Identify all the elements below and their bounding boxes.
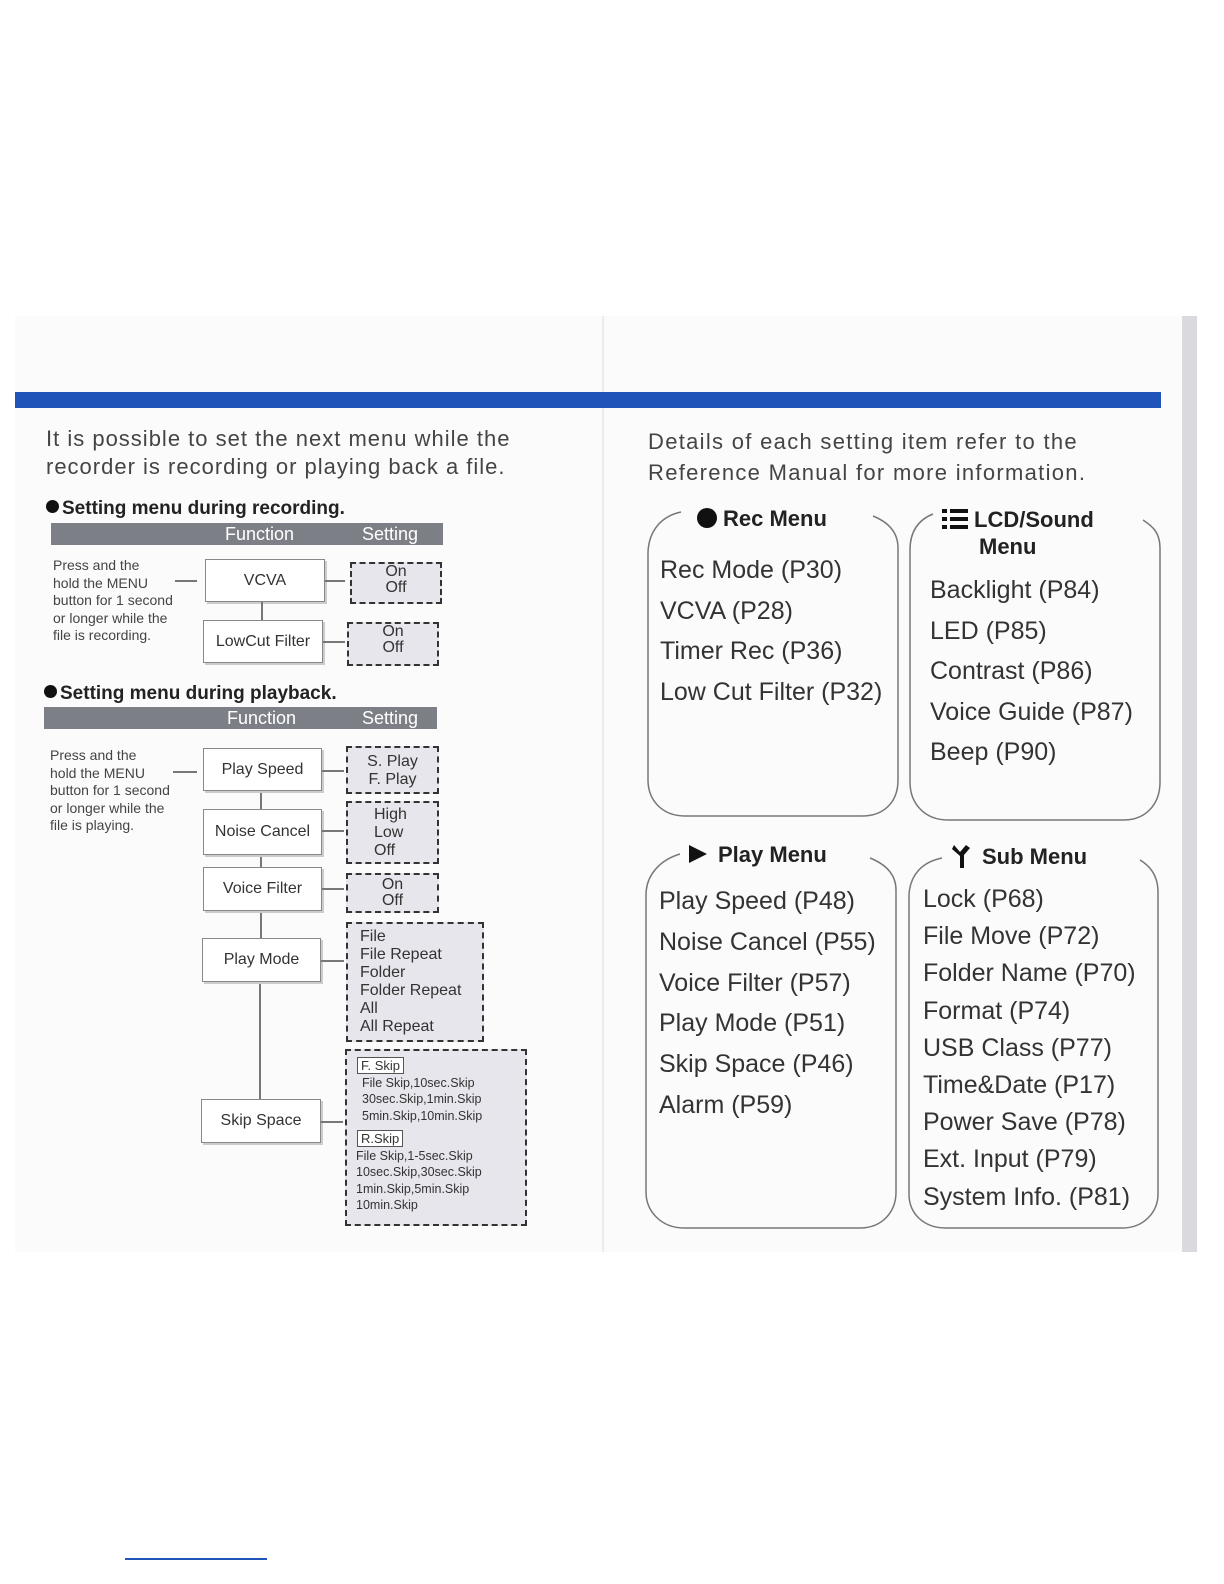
list-item: Time&Date (P17)	[923, 1071, 1116, 1100]
left-intro-line: recorder is recording or playing back a file.	[46, 454, 506, 479]
playback-section-title: Setting menu during playback.	[44, 683, 337, 705]
setting-header: Setting	[362, 708, 419, 728]
list-item: System Info. (P81)	[923, 1182, 1131, 1211]
list-item: USB Class (P77)	[923, 1033, 1112, 1062]
lcd-menu-title: LCD/Sound Menu	[942, 506, 1094, 560]
play-menu-title: Play Menu	[688, 842, 827, 868]
sub-menu-list	[923, 881, 1136, 1216]
list-item: Noise Cancel (P55)	[659, 927, 876, 956]
function-header: Function	[225, 524, 295, 544]
function-voice-filter: Voice Filter	[203, 867, 322, 911]
right-intro-line: Details of each setting item refer to the	[648, 429, 1078, 454]
function-vcva: VCVA	[205, 559, 325, 602]
list-item: Power Save (P78)	[923, 1108, 1126, 1137]
list-item: File Move (P72)	[923, 922, 1100, 951]
function-skip-space: Skip Space	[201, 1099, 321, 1143]
list-item: Voice Guide (P87)	[930, 697, 1133, 726]
footnote-rule	[125, 1558, 267, 1560]
list-item: Voice Filter (P57)	[659, 968, 851, 997]
function-header: Function	[227, 708, 297, 728]
function-noise-cancel: Noise Cancel	[203, 809, 322, 855]
list-item: Play Mode (P51)	[659, 1009, 846, 1038]
function-play-speed: Play Speed	[203, 748, 322, 791]
fskip-tag: F. Skip	[357, 1057, 404, 1074]
list-item: Lock (P68)	[923, 885, 1044, 913]
list-item: Ext. Input (P79)	[923, 1145, 1097, 1174]
rskip-tag: R.Skip	[357, 1130, 403, 1147]
list-icon	[942, 508, 968, 530]
setting-vcva: On Off	[350, 562, 442, 604]
wrench-icon	[952, 842, 974, 870]
left-intro-line: It is possible to set the next menu while the	[46, 426, 511, 451]
setting-play-mode: File File Repeat Folder Folder Repeat All All Repeat	[346, 922, 484, 1042]
lcd-menu-list	[930, 570, 1133, 773]
list-item: Folder Name (P70)	[923, 959, 1136, 988]
setting-skip-space: F. Skip File Skip,10sec.Skip 30sec.Skip,1min.Skip 5min.Skip,10min.Skip R.Skip File Skip,1-5sec.Skip 10sec.Skip,30sec.Skip 1min.Skip,5min.Skip 10min.Skip	[345, 1049, 527, 1226]
record-dot-icon	[697, 508, 717, 528]
rec-menu-list	[660, 550, 882, 712]
right-intro-line: Reference Manual for more information.	[648, 460, 1087, 485]
setting-header: Setting	[362, 524, 419, 544]
play-menu-list	[659, 881, 876, 1126]
setting-voice-filter: On Off	[346, 873, 439, 913]
list-item: Timer Rec (P36)	[660, 637, 843, 665]
list-item: Format (P74)	[923, 996, 1071, 1025]
list-item: Rec Mode (P30)	[660, 556, 843, 584]
list-item: Skip Space (P46)	[659, 1050, 854, 1079]
function-lowcut-filter: LowCut Filter	[203, 620, 323, 663]
list-item: Alarm (P59)	[659, 1090, 793, 1119]
rec-menu-title: Rec Menu	[697, 506, 827, 532]
list-item: VCVA (P28)	[660, 596, 793, 625]
play-triangle-icon	[688, 844, 708, 864]
list-item: Backlight (P84)	[930, 576, 1100, 604]
playback-note: Press and the hold the MENU button for 1 second or longer while the file is playing.	[50, 747, 170, 833]
list-item: Beep (P90)	[930, 738, 1057, 766]
list-item: Play Speed (P48)	[659, 887, 855, 915]
sub-menu-title: Sub Menu	[952, 842, 1087, 870]
setting-lowcut-filter: On Off	[347, 622, 439, 666]
recording-section-title: Setting menu during recording.	[46, 498, 345, 520]
function-play-mode: Play Mode	[202, 938, 321, 982]
list-item: Low Cut Filter (P32)	[660, 677, 883, 706]
recording-note: Press and the hold the MENU button for 1 second or longer while the file is recording.	[53, 557, 173, 643]
setting-play-speed: S. Play F. Play	[346, 746, 439, 794]
list-item: Contrast (P86)	[930, 657, 1093, 685]
setting-noise-cancel: High Low Off	[346, 801, 439, 864]
list-item: LED (P85)	[930, 616, 1047, 645]
